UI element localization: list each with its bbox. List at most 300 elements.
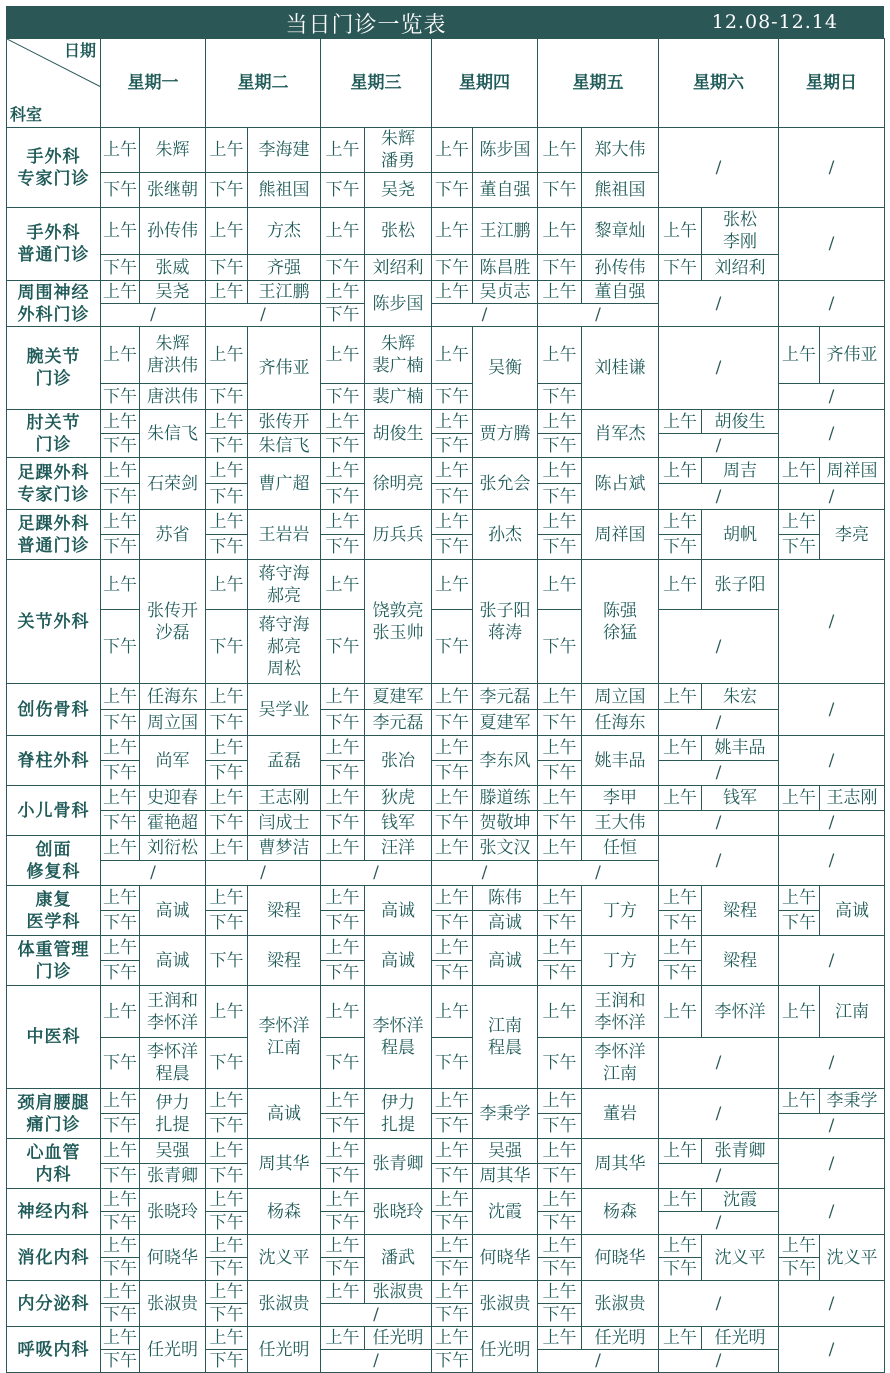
session-label: 下午 bbox=[432, 610, 473, 684]
session-label: 下午 bbox=[101, 610, 140, 684]
schedule-row-am bbox=[7, 410, 885, 434]
doctor-cell: 姚丰品 bbox=[702, 736, 779, 761]
doctor-cell: 梁程 bbox=[702, 886, 779, 936]
session-label: 上午 bbox=[659, 936, 702, 961]
session-label: 下午 bbox=[206, 384, 248, 410]
doctor-cell: 周祥国 bbox=[582, 510, 659, 560]
session-label: 下午 bbox=[538, 535, 582, 560]
doctor-cell: 李亮 bbox=[820, 510, 885, 560]
doctor-cell: 齐伟亚 bbox=[248, 327, 321, 410]
doctor-cell: 张松 李刚 bbox=[702, 208, 779, 255]
session-label: 上午 bbox=[206, 886, 248, 911]
session-label: 下午 bbox=[538, 961, 582, 986]
session-label: 上午 bbox=[321, 327, 365, 384]
session-label: 下午 bbox=[432, 761, 473, 786]
schedule-row-am bbox=[7, 281, 885, 304]
schedule-row-pm bbox=[7, 710, 885, 736]
doctor-cell: 王润和 李怀洋 bbox=[140, 986, 206, 1038]
session-label: 上午 bbox=[659, 1139, 702, 1164]
session-label: 下午 bbox=[432, 1350, 473, 1373]
doctor-cell: 裴广楠 bbox=[365, 384, 432, 410]
doctor-cell: 高诚 bbox=[473, 936, 538, 986]
department-cell: 脊柱外科 bbox=[7, 736, 101, 786]
session-label: 下午 bbox=[206, 535, 248, 560]
session-label: 上午 bbox=[432, 1089, 473, 1114]
no-clinic-cell: / bbox=[779, 1139, 885, 1189]
doctor-cell: 潘武 bbox=[365, 1235, 432, 1281]
session-label: 上午 bbox=[779, 886, 820, 911]
session-label: 下午 bbox=[538, 811, 582, 836]
session-label: 上午 bbox=[101, 281, 140, 304]
department-cell: 关节外科 bbox=[7, 560, 101, 684]
no-clinic-cell: / bbox=[538, 304, 659, 327]
session-label: 下午 bbox=[538, 255, 582, 281]
department-cell: 心血管 内科 bbox=[7, 1139, 101, 1189]
doctor-cell: 张威 bbox=[140, 255, 206, 281]
doctor-cell: 张继朝 bbox=[140, 173, 206, 208]
session-label: 上午 bbox=[101, 327, 140, 384]
doctor-cell: 伊力 扎提 bbox=[140, 1089, 206, 1139]
doctor-cell: 历兵兵 bbox=[365, 510, 432, 560]
doctor-cell: 高诚 bbox=[365, 936, 432, 986]
session-label: 上午 bbox=[101, 886, 140, 911]
doctor-cell: 陈步国 bbox=[473, 128, 538, 173]
doctor-cell: 钱军 bbox=[702, 786, 779, 811]
session-label: 下午 bbox=[101, 761, 140, 786]
doctor-cell: 熊祖国 bbox=[582, 173, 659, 208]
session-label: 上午 bbox=[538, 1139, 582, 1164]
schedule-row-pm bbox=[7, 1038, 885, 1089]
session-label: 下午 bbox=[432, 710, 473, 736]
doctor-cell: 周其华 bbox=[248, 1139, 321, 1189]
schedule-row-am bbox=[7, 1139, 885, 1164]
no-clinic-cell: / bbox=[101, 304, 206, 327]
session-label: 上午 bbox=[101, 1327, 140, 1350]
session-label: 上午 bbox=[206, 786, 248, 811]
schedule-row-pm bbox=[7, 255, 885, 281]
doctor-cell: 任海东 bbox=[140, 684, 206, 710]
session-label: 下午 bbox=[321, 1114, 365, 1139]
session-label: 下午 bbox=[321, 535, 365, 560]
schedule-row-am bbox=[7, 560, 885, 610]
session-label: 上午 bbox=[206, 410, 248, 434]
no-clinic-cell: / bbox=[659, 128, 779, 208]
session-label: 下午 bbox=[538, 1212, 582, 1235]
session-label: 上午 bbox=[321, 560, 365, 610]
schedule-row-am bbox=[7, 736, 885, 761]
no-clinic-cell: / bbox=[321, 861, 432, 886]
doctor-cell: 董自强 bbox=[582, 281, 659, 304]
doctor-cell: 任光明 bbox=[140, 1327, 206, 1373]
no-clinic-cell: / bbox=[779, 384, 885, 410]
session-label: 上午 bbox=[321, 410, 365, 434]
day-header: 星期三 bbox=[321, 39, 432, 128]
no-clinic-cell: / bbox=[432, 304, 538, 327]
doctor-cell: 张文汉 bbox=[473, 836, 538, 861]
no-clinic-cell: / bbox=[779, 560, 885, 684]
department-cell: 手外科 普通门诊 bbox=[7, 208, 101, 281]
doctor-cell: 滕道练 bbox=[473, 786, 538, 811]
doctor-cell: 朱宏 bbox=[702, 684, 779, 710]
doctor-cell: 吴尧 bbox=[140, 281, 206, 304]
session-label: 下午 bbox=[779, 535, 820, 560]
session-label: 下午 bbox=[659, 255, 702, 281]
session-label: 上午 bbox=[659, 1327, 702, 1350]
no-clinic-cell: / bbox=[659, 610, 779, 684]
doctor-cell: 张淑贵 bbox=[140, 1281, 206, 1327]
schedule-row-pm bbox=[7, 484, 885, 510]
no-clinic-cell: / bbox=[432, 861, 538, 886]
session-label: 上午 bbox=[432, 1139, 473, 1164]
no-clinic-cell: / bbox=[538, 1350, 659, 1373]
session-label: 上午 bbox=[432, 986, 473, 1038]
doctor-cell: 齐强 bbox=[248, 255, 321, 281]
session-label: 上午 bbox=[659, 736, 702, 761]
no-clinic-cell: / bbox=[659, 761, 779, 786]
session-label: 上午 bbox=[321, 886, 365, 911]
schedule-row-am bbox=[7, 1235, 885, 1258]
session-label: 下午 bbox=[538, 610, 582, 684]
session-label: 下午 bbox=[659, 911, 702, 936]
department-cell: 呼吸内科 bbox=[7, 1327, 101, 1373]
session-label: 下午 bbox=[101, 1304, 140, 1327]
session-label: 上午 bbox=[206, 986, 248, 1038]
department-cell: 内分泌科 bbox=[7, 1281, 101, 1327]
doctor-cell: 吴衡 bbox=[473, 327, 538, 410]
doctor-cell: 胡俊生 bbox=[365, 410, 432, 458]
session-label: 下午 bbox=[101, 1164, 140, 1189]
session-label: 下午 bbox=[321, 710, 365, 736]
session-label: 上午 bbox=[432, 736, 473, 761]
session-label: 上午 bbox=[659, 886, 702, 911]
department-cell: 中医科 bbox=[7, 986, 101, 1089]
doctor-cell: 朱信飞 bbox=[140, 410, 206, 458]
session-label: 上午 bbox=[432, 1189, 473, 1212]
session-label: 上午 bbox=[779, 327, 820, 384]
doctor-cell: 高诚 bbox=[140, 886, 206, 936]
session-label: 下午 bbox=[432, 961, 473, 986]
session-label: 上午 bbox=[321, 1139, 365, 1164]
session-label: 下午 bbox=[432, 811, 473, 836]
session-label: 下午 bbox=[432, 173, 473, 208]
doctor-cell: 任光明 bbox=[248, 1327, 321, 1373]
doctor-cell: 杨森 bbox=[248, 1189, 321, 1235]
schedule-row-pm bbox=[7, 1212, 885, 1235]
session-label: 上午 bbox=[659, 1189, 702, 1212]
session-label: 下午 bbox=[321, 173, 365, 208]
session-label: 上午 bbox=[321, 936, 365, 961]
session-label: 下午 bbox=[432, 1114, 473, 1139]
doctor-cell: 贺敬坤 bbox=[473, 811, 538, 836]
session-label: 上午 bbox=[101, 786, 140, 811]
session-label: 上午 bbox=[101, 208, 140, 255]
doctor-cell: 张淑贵 bbox=[582, 1281, 659, 1327]
session-label: 上午 bbox=[206, 736, 248, 761]
doctor-cell: 沈霞 bbox=[702, 1189, 779, 1212]
session-label: 下午 bbox=[538, 1304, 582, 1327]
day-header: 星期四 bbox=[432, 39, 538, 128]
session-label: 上午 bbox=[538, 1281, 582, 1304]
no-clinic-cell: / bbox=[779, 1281, 885, 1327]
session-label: 上午 bbox=[206, 1327, 248, 1350]
doctor-cell: 曹广超 bbox=[248, 458, 321, 510]
doctor-cell: 梁程 bbox=[248, 936, 321, 986]
doctor-cell: 何晓华 bbox=[473, 1235, 538, 1281]
no-clinic-cell: / bbox=[659, 1164, 779, 1189]
session-label: 上午 bbox=[432, 560, 473, 610]
doctor-cell: 陈强 徐猛 bbox=[582, 560, 659, 684]
doctor-cell: 王大伟 bbox=[582, 811, 659, 836]
doctor-cell: 苏省 bbox=[140, 510, 206, 560]
schedule-row-am bbox=[7, 327, 885, 384]
session-label: 上午 bbox=[779, 986, 820, 1038]
session-label: 下午 bbox=[206, 1304, 248, 1327]
schedule-row-pm bbox=[7, 811, 885, 836]
no-clinic-cell: / bbox=[779, 484, 885, 510]
doctor-cell: 夏建军 bbox=[473, 710, 538, 736]
session-label: 上午 bbox=[538, 1089, 582, 1114]
session-label: 下午 bbox=[101, 384, 140, 410]
doctor-cell: 石荣剑 bbox=[140, 458, 206, 510]
doctor-cell: 张晓玲 bbox=[140, 1189, 206, 1235]
schedule-row-am bbox=[7, 128, 885, 173]
doctor-cell: 胡帆 bbox=[702, 510, 779, 560]
doctor-cell: 汪洋 bbox=[365, 836, 432, 861]
no-clinic-cell: / bbox=[779, 1327, 885, 1373]
session-label: 上午 bbox=[101, 936, 140, 961]
doctor-cell: 王江鹏 bbox=[248, 281, 321, 304]
session-label: 下午 bbox=[101, 961, 140, 986]
session-label: 上午 bbox=[321, 736, 365, 761]
doctor-cell: 何晓华 bbox=[582, 1235, 659, 1281]
session-label: 上午 bbox=[538, 1235, 582, 1258]
doctor-cell: 钱军 bbox=[365, 811, 432, 836]
no-clinic-cell: / bbox=[659, 327, 779, 410]
session-label: 上午 bbox=[432, 836, 473, 861]
doctor-cell: 朱辉 唐洪伟 bbox=[140, 327, 206, 384]
doctor-cell: 齐伟亚 bbox=[820, 327, 885, 384]
session-label: 上午 bbox=[206, 1139, 248, 1164]
session-label: 上午 bbox=[659, 1235, 702, 1258]
session-label: 上午 bbox=[206, 327, 248, 384]
session-label: 下午 bbox=[101, 255, 140, 281]
session-label: 下午 bbox=[206, 1258, 248, 1281]
session-label: 上午 bbox=[779, 1235, 820, 1258]
session-label: 上午 bbox=[538, 986, 582, 1038]
doctor-cell: 刘衍松 bbox=[140, 836, 206, 861]
doctor-cell: 何晓华 bbox=[140, 1235, 206, 1281]
date-range: 12.08-12.14 bbox=[711, 11, 838, 33]
session-label: 上午 bbox=[432, 936, 473, 961]
session-label: 下午 bbox=[206, 484, 248, 510]
no-clinic-cell: / bbox=[538, 861, 659, 886]
session-label: 下午 bbox=[321, 1038, 365, 1089]
day-header: 星期六 bbox=[659, 39, 779, 128]
session-label: 上午 bbox=[538, 208, 582, 255]
department-cell: 康复 医学科 bbox=[7, 886, 101, 936]
session-label: 上午 bbox=[321, 836, 365, 861]
doctor-cell: 姚丰品 bbox=[582, 736, 659, 786]
no-clinic-cell: / bbox=[659, 710, 779, 736]
no-clinic-cell: / bbox=[659, 1212, 779, 1235]
session-label: 上午 bbox=[101, 684, 140, 710]
session-label: 上午 bbox=[432, 1327, 473, 1350]
doctor-cell: 朱信飞 bbox=[248, 434, 321, 458]
doctor-cell: 周其华 bbox=[473, 1164, 538, 1189]
department-cell: 足踝外科 普通门诊 bbox=[7, 510, 101, 560]
doctor-cell: 李怀洋 江南 bbox=[582, 1038, 659, 1089]
session-label: 上午 bbox=[321, 1327, 365, 1350]
no-clinic-cell: / bbox=[659, 1350, 779, 1373]
session-label: 下午 bbox=[538, 761, 582, 786]
session-label: 上午 bbox=[321, 1189, 365, 1212]
no-clinic-cell: / bbox=[779, 281, 885, 327]
doctor-cell: 吴学业 bbox=[248, 684, 321, 736]
session-label: 上午 bbox=[779, 458, 820, 484]
session-label: 下午 bbox=[432, 384, 473, 410]
doctor-cell: 朱辉 bbox=[140, 128, 206, 173]
session-label: 上午 bbox=[206, 1235, 248, 1258]
doctor-cell: 李秉学 bbox=[820, 1089, 885, 1114]
doctor-cell: 任光明 bbox=[473, 1327, 538, 1373]
session-label: 下午 bbox=[538, 1164, 582, 1189]
schedule-row-am bbox=[7, 1189, 885, 1212]
session-label: 下午 bbox=[101, 811, 140, 836]
no-clinic-cell: / bbox=[206, 861, 321, 886]
doctor-cell: 高诚 bbox=[820, 886, 885, 936]
doctor-cell: 李怀洋 程晨 bbox=[140, 1038, 206, 1089]
session-label: 上午 bbox=[206, 281, 248, 304]
session-label: 上午 bbox=[432, 458, 473, 484]
doctor-cell: 梁程 bbox=[248, 886, 321, 936]
schedule-header bbox=[6, 6, 884, 38]
session-label: 下午 bbox=[101, 434, 140, 458]
schedule-row-am bbox=[7, 1327, 885, 1350]
session-label: 下午 bbox=[321, 1212, 365, 1235]
doctor-cell: 陈伟 bbox=[473, 886, 538, 911]
doctor-cell: 孟磊 bbox=[248, 736, 321, 786]
doctor-cell: 刘绍利 bbox=[702, 255, 779, 281]
doctor-cell: 沈霞 bbox=[473, 1189, 538, 1235]
session-label: 上午 bbox=[206, 510, 248, 535]
schedule-row-pm bbox=[7, 761, 885, 786]
session-label: 上午 bbox=[538, 1189, 582, 1212]
doctor-cell: 张冶 bbox=[365, 736, 432, 786]
session-label: 下午 bbox=[321, 304, 365, 327]
doctor-cell: 王志刚 bbox=[248, 786, 321, 811]
no-clinic-cell: / bbox=[779, 410, 885, 458]
doctor-cell: 贾方腾 bbox=[473, 410, 538, 458]
doctor-cell: 董自强 bbox=[473, 173, 538, 208]
session-label: 上午 bbox=[206, 560, 248, 610]
session-label: 上午 bbox=[659, 786, 702, 811]
session-label: 下午 bbox=[779, 1258, 820, 1281]
no-clinic-cell: / bbox=[101, 861, 206, 886]
session-label: 下午 bbox=[321, 761, 365, 786]
session-label: 下午 bbox=[321, 255, 365, 281]
no-clinic-cell: / bbox=[779, 936, 885, 986]
schedule-row-am bbox=[7, 886, 885, 911]
session-label: 上午 bbox=[538, 836, 582, 861]
doctor-cell: 张传开 bbox=[248, 410, 321, 434]
doctor-cell: 张松 bbox=[365, 208, 432, 255]
doctor-cell: 张青卿 bbox=[365, 1139, 432, 1189]
day-header: 星期二 bbox=[206, 39, 321, 128]
session-label: 上午 bbox=[538, 327, 582, 384]
doctor-cell: 吴贞志 bbox=[473, 281, 538, 304]
session-label: 下午 bbox=[206, 936, 248, 986]
session-label: 下午 bbox=[538, 173, 582, 208]
no-clinic-cell: / bbox=[321, 1350, 432, 1373]
doctor-cell: 董岩 bbox=[582, 1089, 659, 1139]
session-label: 下午 bbox=[101, 1258, 140, 1281]
doctor-cell: 高诚 bbox=[248, 1089, 321, 1139]
session-label: 上午 bbox=[538, 1327, 582, 1350]
session-label: 上午 bbox=[659, 458, 702, 484]
schedule-table bbox=[6, 38, 885, 1373]
no-clinic-cell: / bbox=[779, 811, 885, 836]
session-label: 下午 bbox=[538, 434, 582, 458]
session-label: 上午 bbox=[538, 936, 582, 961]
session-label: 上午 bbox=[206, 128, 248, 173]
doctor-cell: 周其华 bbox=[582, 1139, 659, 1189]
doctor-cell: 李秉学 bbox=[473, 1089, 538, 1139]
corner-dept-label: 科室 bbox=[10, 105, 43, 124]
doctor-cell: 高诚 bbox=[365, 886, 432, 936]
session-label: 下午 bbox=[101, 173, 140, 208]
doctor-cell: 梁程 bbox=[702, 936, 779, 986]
doctor-cell: 闫成士 bbox=[248, 811, 321, 836]
session-label: 下午 bbox=[432, 484, 473, 510]
session-label: 下午 bbox=[538, 384, 582, 410]
doctor-cell: 张晓玲 bbox=[365, 1189, 432, 1235]
no-clinic-cell: / bbox=[659, 1089, 779, 1139]
doctor-cell: 李怀洋 江南 bbox=[248, 986, 321, 1089]
session-label: 下午 bbox=[101, 911, 140, 936]
schedule-row-am bbox=[7, 936, 885, 961]
session-label: 上午 bbox=[101, 128, 140, 173]
doctor-cell: 周祥国 bbox=[820, 458, 885, 484]
no-clinic-cell: / bbox=[779, 128, 885, 208]
session-label: 下午 bbox=[432, 911, 473, 936]
no-clinic-cell: / bbox=[779, 836, 885, 886]
session-label: 下午 bbox=[538, 484, 582, 510]
session-label: 下午 bbox=[321, 811, 365, 836]
session-label: 下午 bbox=[538, 911, 582, 936]
session-label: 上午 bbox=[538, 128, 582, 173]
session-label: 上午 bbox=[432, 1281, 473, 1304]
doctor-cell: 尚军 bbox=[140, 736, 206, 786]
session-label: 上午 bbox=[206, 208, 248, 255]
day-header-row bbox=[7, 39, 885, 128]
session-label: 上午 bbox=[779, 786, 820, 811]
session-label: 下午 bbox=[432, 434, 473, 458]
no-clinic-cell: / bbox=[779, 1038, 885, 1089]
session-label: 上午 bbox=[101, 1139, 140, 1164]
session-label: 下午 bbox=[779, 911, 820, 936]
doctor-cell: 任海东 bbox=[582, 710, 659, 736]
session-label: 上午 bbox=[206, 1281, 248, 1304]
session-label: 上午 bbox=[206, 684, 248, 710]
doctor-cell: 饶敦亮 张玉帅 bbox=[365, 560, 432, 684]
session-label: 上午 bbox=[538, 684, 582, 710]
session-label: 上午 bbox=[321, 510, 365, 535]
doctor-cell: 李怀洋 程晨 bbox=[365, 986, 432, 1089]
doctor-cell: 沈义平 bbox=[702, 1235, 779, 1281]
doctor-cell: 伊力 扎提 bbox=[365, 1089, 432, 1139]
session-label: 上午 bbox=[206, 458, 248, 484]
doctor-cell: 朱辉 潘勇 bbox=[365, 128, 432, 173]
